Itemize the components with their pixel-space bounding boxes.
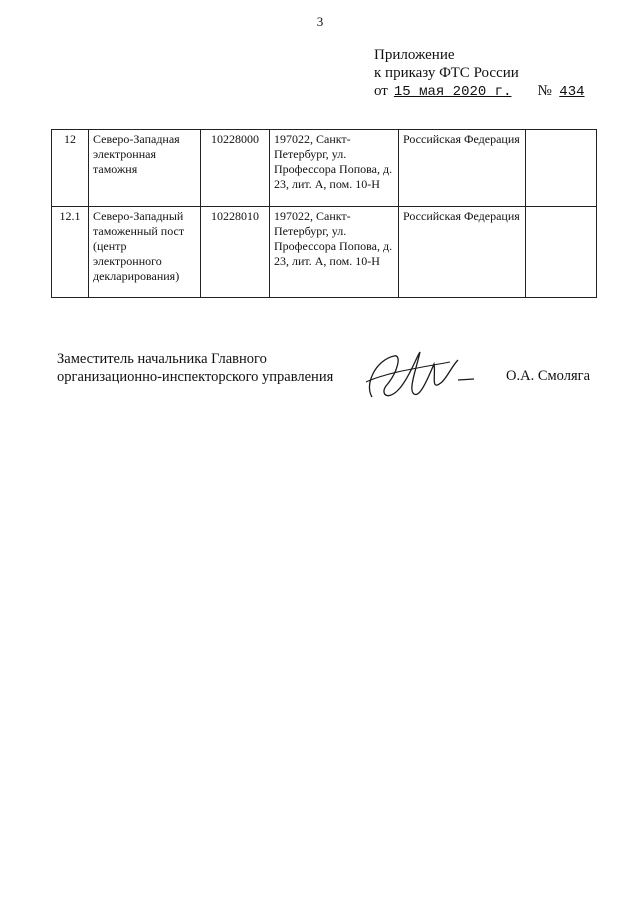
row-number: 12.1 [52,207,89,298]
table-row [52,207,597,298]
customs-address: 197022, Санкт-Петербург, ул. Профессора Попова, д. 23, лит. А, пом. 10-Н [270,207,399,298]
customs-extra [526,130,597,207]
position-line-2: организационно-инспекторского управления [57,369,334,385]
customs-extra [526,207,597,298]
customs-country: Российская Федерация [399,130,526,207]
signer-name: О.А. Смоляга [506,368,591,384]
position-line-1: Заместитель начальника Главного [57,351,267,367]
customs-address: 197022, Санкт-Петербург, ул. Профессора Попова, д. 23, лит. А, пом. 10-Н [270,130,399,207]
customs-name: Северо-Западная электронная таможня [89,130,201,207]
row-number: 12 [52,130,89,207]
customs-table [51,129,597,298]
date-prefix: от [374,83,388,99]
signatory-position [57,350,333,386]
customs-code: 10228000 [201,130,270,207]
page-number: 3 [316,14,324,29]
customs-code: 10228010 [201,207,270,298]
appendix-order-line: к приказу ФТС России [374,65,519,81]
order-date: 15 мая 2020 г. [393,84,512,100]
handwritten-signature [358,342,478,412]
number-label: № [537,83,552,99]
appendix-title: Приложение [374,47,455,63]
customs-country: Российская Федерация [399,207,526,298]
table-row [52,130,597,207]
appendix-date-line [374,82,585,101]
customs-name: Северо-Западный таможенный пост (центр электронного декларирования) [89,207,201,298]
appendix-header [374,46,585,101]
order-number: 434 [559,84,585,100]
